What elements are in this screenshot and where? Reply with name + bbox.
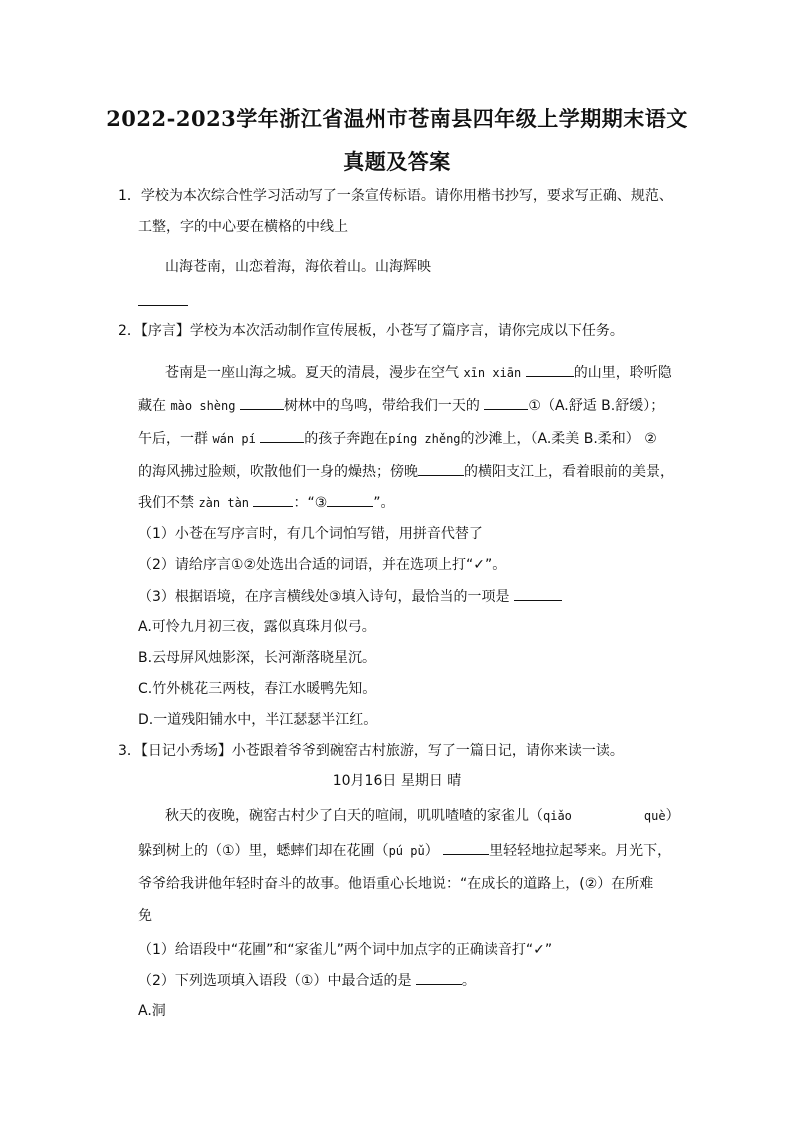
q3-subquestion-1: （1）给语段中“花圃”和“家雀儿”两个词中加点字的正确读音打“✓”: [138, 942, 553, 958]
text-segment: 的沙滩上，（A.柔美 B.柔和） ②: [460, 431, 657, 447]
pinyin: mào shèng: [170, 399, 236, 413]
text-segment: （3）根据语境，在序言横线处③填入诗句，最恰当的一项是: [138, 589, 510, 605]
q2-stem: 2．【序言】学校为本次活动制作宣传展板，小苍写了篇序言，请你完成以下任务。: [118, 323, 624, 339]
text-segment: ）: [424, 843, 439, 859]
text-segment: （2）下列选项填入语段（①）中最合适的是: [138, 973, 412, 989]
q3-para-line3: 爷爷给我讲他年轻时奋斗的故事。他语重心长地说：“在成长的道路上，(②）在所难: [138, 876, 654, 892]
answer-blank[interactable]: [253, 492, 293, 507]
q2-option-d[interactable]: D.一道残阳铺水中，半江瑟瑟半江红。: [138, 712, 378, 728]
document-title-line1: 2022-2023学年浙江省温州市苍南县四年级上学期期末语文: [106, 106, 688, 131]
text-segment: 里轻轻地拉起琴来。月光下，: [489, 843, 672, 859]
q2-option-a[interactable]: A.可怜九月初三夜，露似真珠月似弓。: [138, 619, 376, 635]
q2-subquestion-2: （2）请给序言①②处选出合适的词语，并在选项上打“✓”。: [138, 557, 507, 573]
text-segment: ①（A.舒适 B.舒缓）；: [528, 398, 665, 414]
answer-blank[interactable]: [240, 395, 284, 410]
text-segment: 树林中的鸟鸣，带给我们一天的: [283, 398, 480, 414]
answer-blank[interactable]: [418, 461, 464, 476]
pinyin: wán pí: [212, 432, 256, 446]
q3-stem: 3．【日记小秀场】小苍跟着爷爷到碗窑古村旅游，写了一篇日记，请你来读一读。: [118, 743, 624, 759]
text-segment: 午后，一群: [138, 431, 208, 447]
q3-subquestion-2: [138, 970, 476, 991]
text-segment: 我们不禁: [138, 495, 194, 511]
text-segment: 躲到树上的（①）里，蟋蟀们却在花圃（: [138, 843, 389, 859]
answer-blank[interactable]: [327, 492, 373, 507]
q3-diary-date: 10月16日 星期日 晴: [332, 773, 462, 789]
pinyin: píng zhěng: [388, 432, 461, 446]
text-segment: 的海风拂过脸颊，吹散他们一身的燥热；傍晚: [138, 464, 418, 480]
pinyin-option[interactable]: què: [643, 809, 666, 823]
answer-blank[interactable]: [260, 428, 304, 443]
q1-stem: 1．学校为本次综合性学习活动写了一条宣传标语。请你用楷书抄写，要求写正确、规范、: [118, 188, 673, 204]
answer-blank[interactable]: [514, 586, 562, 601]
text-segment: 的横阳支江上，看着眼前的美景，: [464, 464, 674, 480]
text-segment: ：“③: [293, 495, 328, 511]
q3-option-a[interactable]: A.洞: [138, 1003, 166, 1019]
text-segment: 苍南是一座山海之城。夏天的清晨，漫步在空气: [165, 365, 459, 381]
q3-para-line4: 免: [138, 908, 152, 924]
q2-para-line2: [138, 395, 664, 416]
q1-stem-cont: 工整，字的中心要在横格的中线上: [138, 219, 348, 235]
q2-para-line1: [165, 362, 672, 383]
q2-option-c[interactable]: C.竹外桃花三两枝，春江水暖鸭先知。: [138, 681, 377, 697]
q3-para-line2: [138, 840, 671, 861]
pinyin-option[interactable]: qiǎo: [543, 809, 572, 823]
q2-para-line5: [138, 492, 395, 513]
q2-para-line3: [138, 428, 657, 449]
text-segment: 的山里，聆听隐: [573, 365, 672, 381]
q2-subquestion-1: （1）小苍在写序言时，有几个词怕写错，用拼音代替了: [138, 526, 483, 542]
answer-blank[interactable]: [416, 970, 462, 985]
q1-answer-line[interactable]: [138, 291, 188, 312]
answer-blank[interactable]: [526, 362, 574, 377]
document-title-line2: 真题及答案: [343, 149, 451, 174]
text-segment: ）: [665, 808, 680, 824]
q2-para-line4: [138, 461, 674, 482]
text-segment: 的孩子奔跑在: [304, 431, 389, 447]
answer-blank[interactable]: [484, 395, 528, 410]
pinyin: zàn tàn: [198, 496, 250, 510]
text-segment: 藏在: [138, 398, 166, 414]
q3-para-line1: [165, 806, 680, 826]
q2-subquestion-3: [138, 586, 562, 607]
text-segment: 。: [461, 973, 476, 989]
q2-option-b[interactable]: B.云母屏风烛影深，长河渐落晓星沉。: [138, 650, 377, 666]
answer-blank[interactable]: [443, 840, 489, 855]
text-segment: ”。: [373, 495, 395, 511]
text-segment: 秋天的夜晚，碗窑古村少了白天的喧闹，叽叽喳喳的家雀儿（: [165, 808, 543, 824]
pinyin-option[interactable]: pú pǔ: [388, 844, 425, 858]
pinyin: xīn xiān: [463, 366, 522, 380]
q1-slogan: 山海苍南，山恋着海，海依着山。山海辉映: [165, 259, 431, 275]
